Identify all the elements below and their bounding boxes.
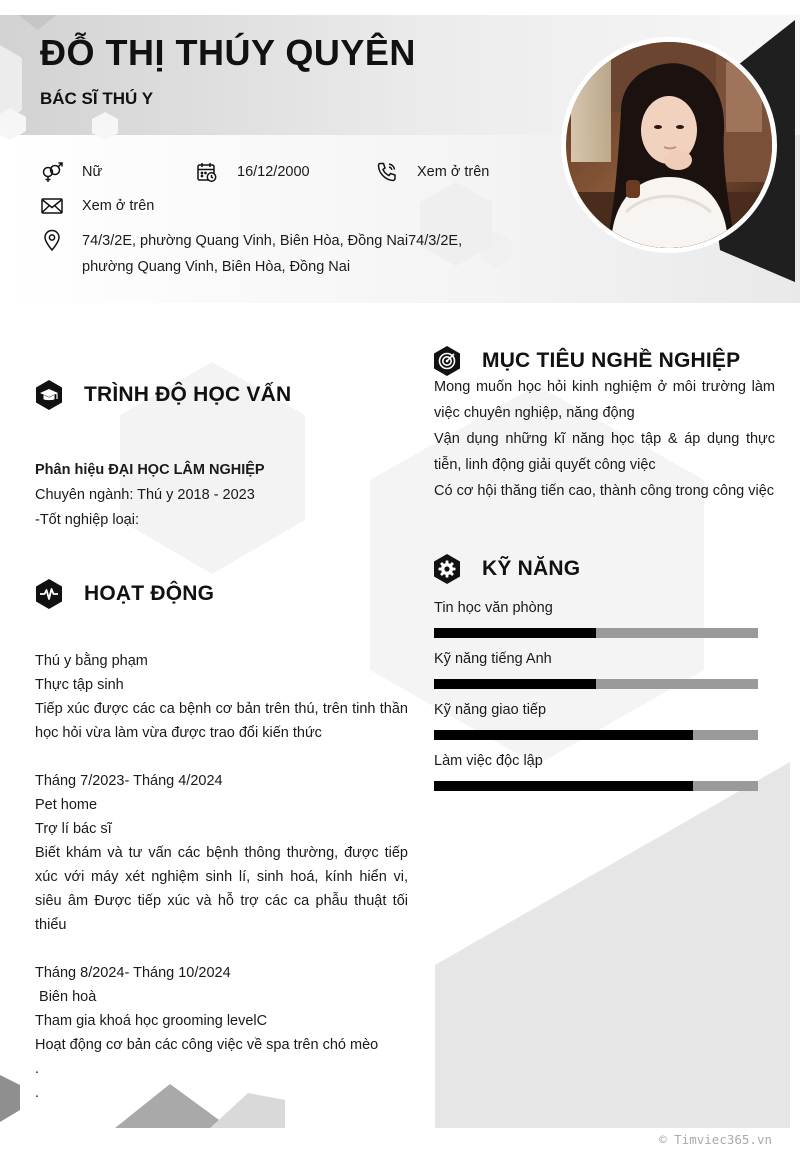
activity-line: Hoạt động cơ bản các công việc về spa trên chó mèo <box>35 1037 379 1053</box>
birthday-row <box>195 160 310 184</box>
activity-line: . <box>35 1085 40 1101</box>
activity-line: Trợ lí bác sĩ <box>35 821 112 837</box>
activities-heading <box>34 577 214 611</box>
email-value: Xem ở trên <box>82 198 155 214</box>
skill-label: Kỹ năng tiếng Anh <box>434 651 552 667</box>
education-heading <box>34 378 291 412</box>
activities-title: HOẠT ĐỘNG <box>84 582 215 605</box>
skill-bar-fill <box>434 781 693 791</box>
activity-description: Biết khám và tư vấn các bệnh thông thường, được tiếp xúc với máy xét nghiệm sinh lí, sinh hoá, kính hiển vi, siêu âm Được tiếp xúc và hỗ trợ các ca phẫu thuật tối thiểu <box>35 845 408 933</box>
avatar <box>561 37 777 253</box>
skill-bar-track <box>434 679 758 689</box>
skill-bar-track <box>434 628 758 638</box>
skill-item <box>434 753 758 791</box>
email-row <box>40 194 154 218</box>
activity-description: Tiếp xúc được các ca bệnh cơ bản trên thú, trên tinh thần học hỏi vừa làm vừa được trao đổi kiến thức <box>35 701 408 741</box>
skills-heading <box>432 552 580 586</box>
objective-paragraph: Có cơ hội thăng tiến cao, thành công trong công việc <box>434 483 775 499</box>
skill-bar-fill <box>434 679 596 689</box>
target-icon <box>432 344 462 378</box>
footer-watermark: © Timviec365.vn <box>659 1132 772 1147</box>
skill-item <box>434 600 758 638</box>
birthday-value: 16/12/2000 <box>237 164 310 180</box>
education-grade: -Tốt nghiệp loại: <box>35 512 139 528</box>
gender-icon <box>40 160 64 184</box>
activity-line: Tháng 8/2024- Tháng 10/2024 <box>35 965 231 981</box>
skill-label: Kỹ năng giao tiếp <box>434 702 547 718</box>
activity-line: Biên hoà <box>35 989 97 1005</box>
gender-row <box>40 160 102 184</box>
objective-paragraph: Vận dụng những kĩ năng học tập & áp dụng thực tiễn, linh động giải quyết công việc <box>434 431 775 473</box>
skill-bar-track <box>434 730 758 740</box>
activities-list <box>35 649 408 1105</box>
objective-heading <box>432 344 740 378</box>
profile-photo <box>566 42 772 248</box>
phone-icon <box>375 160 399 184</box>
objective-paragraph: Mong muốn học hỏi kinh nghiệm ở môi trường làm việc chuyên nghiệp, năng động <box>434 379 775 421</box>
skill-item <box>434 651 758 689</box>
skill-label: Làm việc độc lập <box>434 753 543 769</box>
activity-entry <box>35 649 408 745</box>
job-title: BÁC SĨ THÚ Y <box>40 89 154 108</box>
calendar-icon <box>195 160 219 184</box>
school-name: Phân hiệu ĐẠI HỌC LÂM NGHIỆP <box>35 462 265 478</box>
gender-value: Nữ <box>82 164 103 180</box>
activity-line: . <box>35 1061 40 1077</box>
objective-title: MỤC TIÊU NGHỀ NGHIỆP <box>482 349 741 372</box>
activity-line: Thực tập sinh <box>35 677 124 693</box>
skills-title: KỸ NĂNG <box>482 557 581 580</box>
candidate-name: ĐỖ THỊ THÚY QUYÊN <box>40 32 416 73</box>
address-value: 74/3/2E, phường Quang Vinh, Biên Hòa, Đồng Nai74/3/2E, phường Quang Vinh, Biên Hòa, Đồng Nai <box>82 233 463 275</box>
envelope-icon <box>40 194 64 218</box>
skill-bar-fill <box>434 730 693 740</box>
education-major: Chuyên ngành: Thú y 2018 - 2023 <box>35 487 255 503</box>
activity-line: Tháng 7/2023- Tháng 4/2024 <box>35 773 223 789</box>
address-row <box>40 228 82 252</box>
activity-line: Tham gia khoá học grooming levelC <box>35 1013 268 1029</box>
activity-pulse-icon <box>34 577 64 611</box>
skill-bar-track <box>434 781 758 791</box>
phone-value: Xem ở trên <box>417 164 490 180</box>
phone-row <box>375 160 489 184</box>
skill-label: Tin học văn phòng <box>434 600 553 616</box>
education-block <box>35 458 410 533</box>
location-pin-icon <box>40 228 64 252</box>
skill-bar-fill <box>434 628 596 638</box>
education-title: TRÌNH ĐỘ HỌC VẤN <box>84 383 292 406</box>
objective-text <box>434 374 775 504</box>
skill-item <box>434 702 758 740</box>
activity-line: Thú y bằng phạm <box>35 653 148 669</box>
graduation-cap-icon <box>34 378 64 412</box>
activity-line: Pet home <box>35 797 98 813</box>
gear-icon <box>432 552 462 586</box>
activity-entry <box>35 961 408 1105</box>
activity-entry <box>35 769 408 937</box>
